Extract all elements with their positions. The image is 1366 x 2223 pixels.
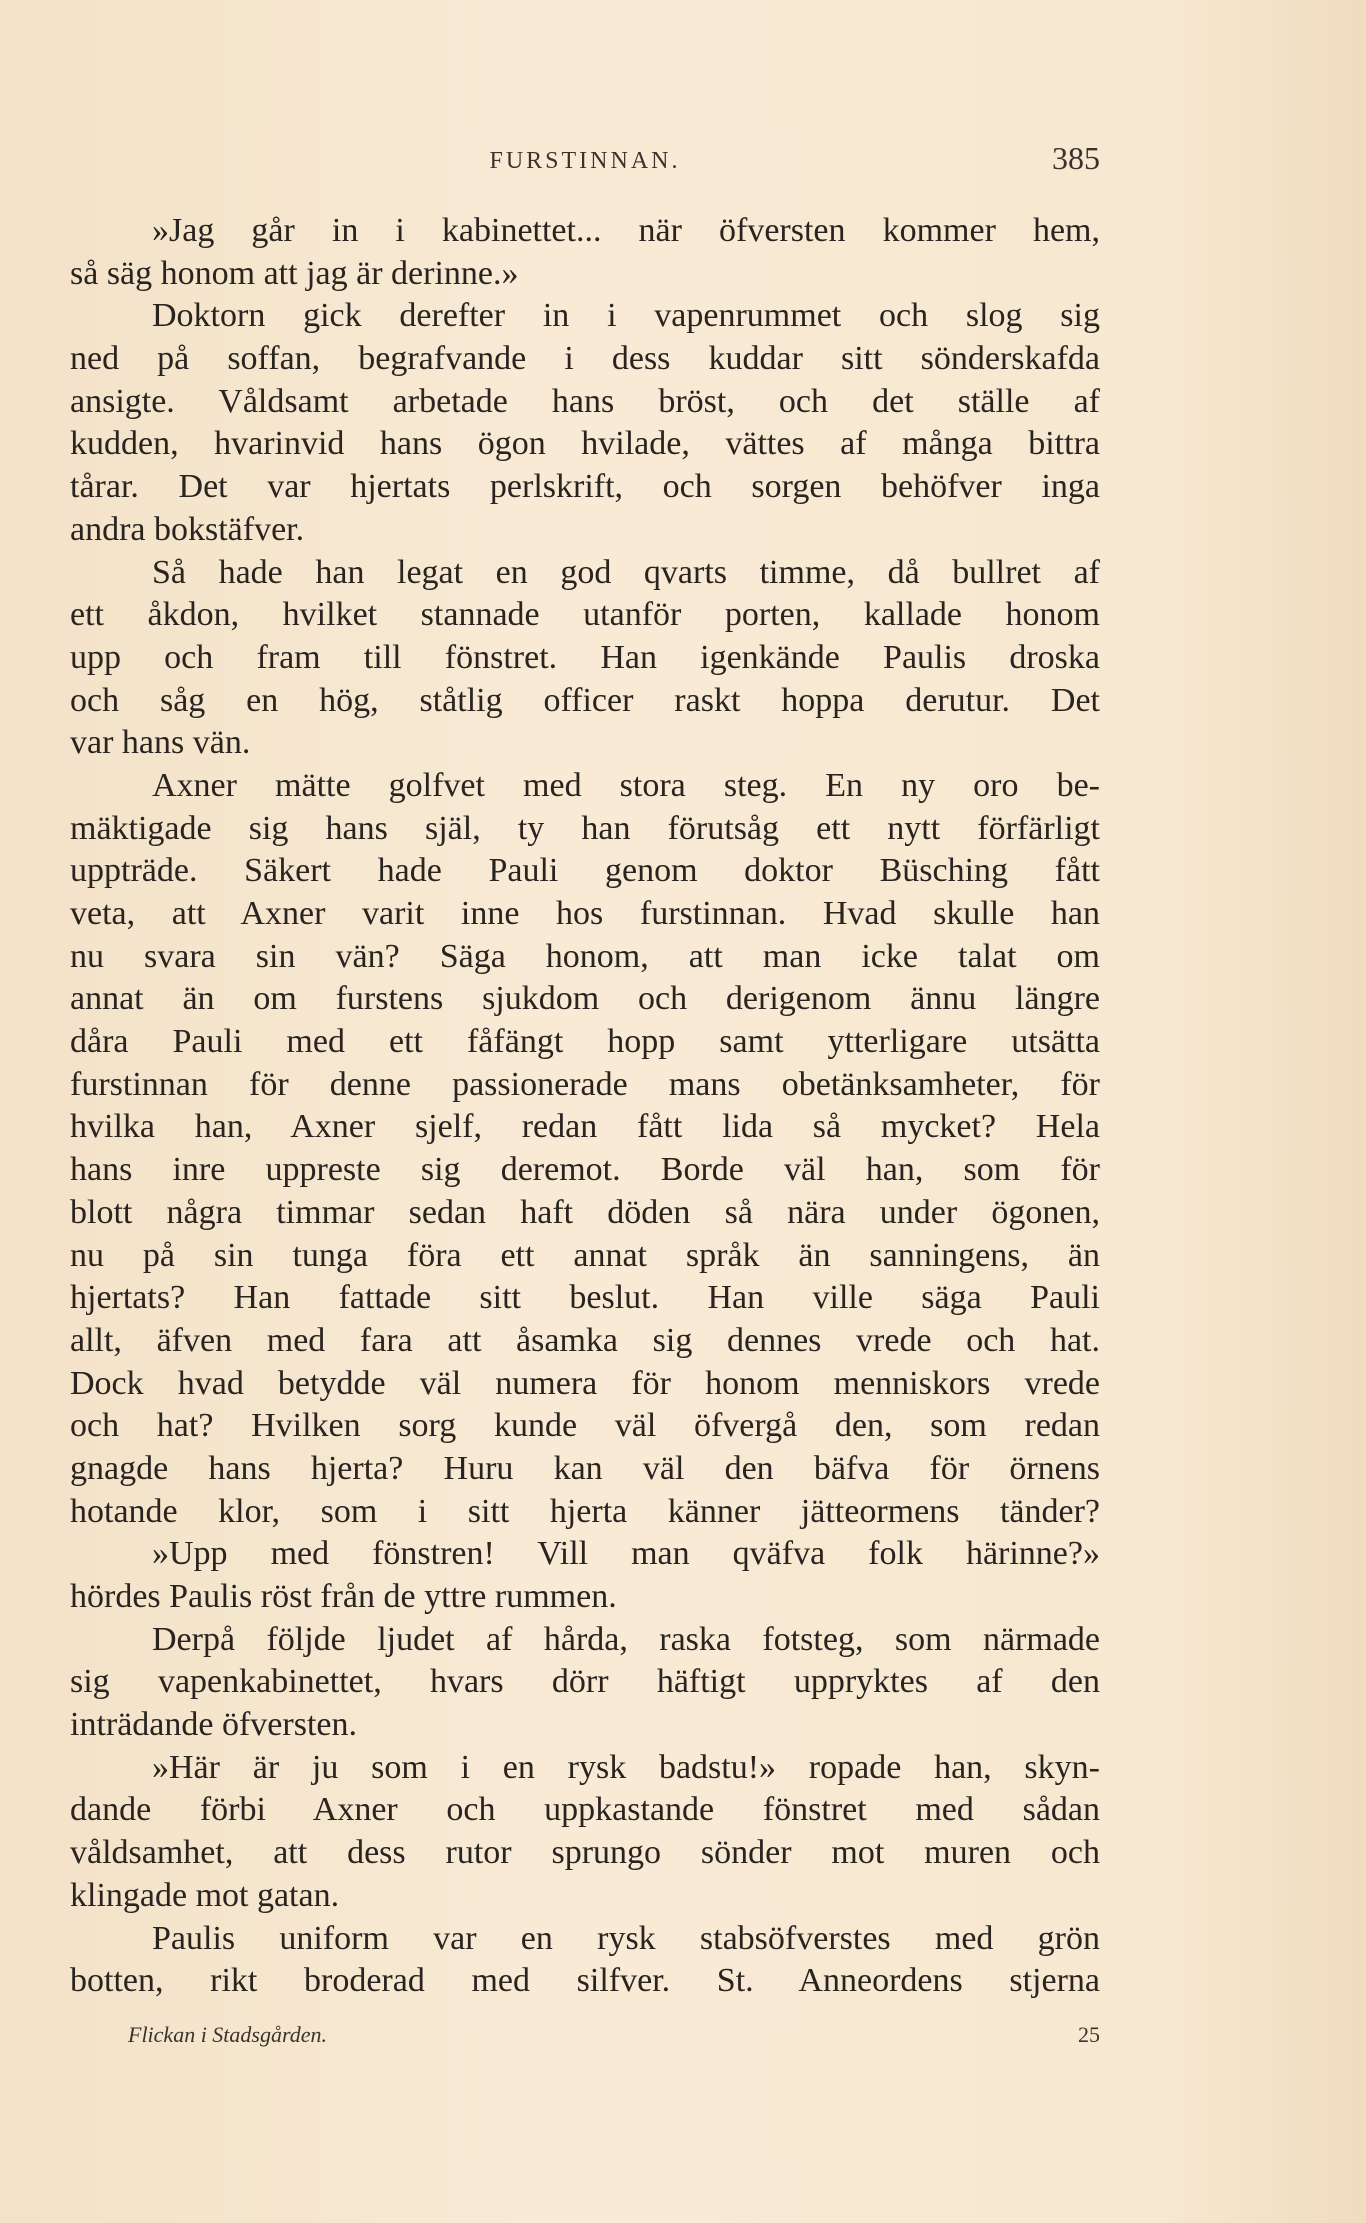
text-line: inträdande öfversten. bbox=[70, 1706, 357, 1744]
text-line: så säg honom att jag är derinne.» bbox=[70, 254, 519, 292]
text-line: allt, äfven med fara att åsamka sig dennes vrede och hat. bbox=[70, 1321, 1100, 1359]
text-line: Doktorn gick derefter in i vapenrummet och slog sig bbox=[152, 297, 1100, 335]
text-line: »Upp med fönstren! Vill man qväfva folk härinne?» bbox=[152, 1535, 1100, 1573]
text-line: dande förbi Axner och uppkastande fönstret med sådan bbox=[70, 1791, 1100, 1829]
text-line: hotande klor, som i sitt hjerta känner jätteormens tänder? bbox=[70, 1492, 1100, 1530]
text-line: hjertats? Han fattade sitt beslut. Han ville säga Pauli bbox=[70, 1279, 1100, 1317]
text-line: klingade mot gatan. bbox=[70, 1876, 340, 1914]
text-line: nu svara sin vän? Säga honom, att man icke talat om bbox=[70, 937, 1100, 975]
text-line: upp och fram till fönstret. Han igenkände Paulis droska bbox=[70, 638, 1100, 676]
text-line: ett åkdon, hvilket stannade utanför porten, kallade honom bbox=[70, 596, 1100, 634]
text-line: var hans vän. bbox=[70, 724, 251, 762]
text-line: gnagde hans hjerta? Huru kan väl den bäfva för örnens bbox=[70, 1449, 1100, 1487]
text-line: Så hade han legat en god qvarts timme, då bullret af bbox=[152, 553, 1100, 591]
text-line: nu på sin tunga föra ett annat språk än sanningens, än bbox=[70, 1236, 1100, 1274]
running-title: FURSTINNAN. bbox=[489, 148, 681, 174]
text-line: kudden, hvarinvid hans ögon hvilade, vättes af många bittra bbox=[70, 425, 1100, 463]
text-line: »Här är ju som i en rysk badstu!» ropade han, skyn- bbox=[152, 1748, 1100, 1786]
text-line: Dock hvad betydde väl numera för honom menniskors vrede bbox=[70, 1364, 1100, 1402]
text-line: hvilka han, Axner sjelf, redan fått lida så mycket? Hela bbox=[70, 1108, 1100, 1146]
text-line: andra bokstäfver. bbox=[70, 510, 305, 548]
text-line: blott några timmar sedan haft döden så nära under ögonen, bbox=[70, 1193, 1100, 1231]
text-line: »Jag går in i kabinettet... när öfversten kommer hem, bbox=[152, 212, 1100, 249]
text-line: ansigte. Våldsamt arbetade hans bröst, och det ställe af bbox=[70, 382, 1100, 420]
signature-mark: 25 bbox=[1078, 2022, 1100, 2047]
text-line: hördes Paulis röst från de yttre rummen. bbox=[70, 1578, 617, 1615]
text-line: annat än om furstens sjukdom och derigenom ännu längre bbox=[70, 980, 1100, 1018]
text-line: hans inre uppreste sig deremot. Borde väl han, som för bbox=[70, 1151, 1100, 1189]
text-line: veta, att Axner varit inne hos furstinnan. Hvad skulle han bbox=[70, 895, 1100, 932]
text-line: sig vapenkabinettet, hvars dörr häftigt uppryktes af den bbox=[70, 1663, 1100, 1701]
footer-book-title: Flickan i Stadsgården. bbox=[128, 2022, 327, 2047]
text-line: furstinnan för denne passionerade mans obetänksamheter, för bbox=[70, 1065, 1100, 1103]
text-line: botten, rikt broderad med silfver. St. Anneordens stjerna bbox=[70, 1962, 1100, 2000]
text-line: ned på soffan, begrafvande i dess kuddar sitt sönderskafda bbox=[70, 340, 1100, 378]
text-line: dåra Pauli med ett fåfängt hopp samt ytterligare utsätta bbox=[70, 1023, 1100, 1061]
text-line: mäktigade sig hans själ, ty han förutsåg ett nytt förfärligt bbox=[70, 809, 1100, 847]
text-line: uppträde. Säkert hade Pauli genom doktor Büsching fått bbox=[70, 852, 1100, 890]
page-number: 385 bbox=[1052, 140, 1100, 176]
text-line: våldsamhet, att dess rutor sprungo sönder mot muren och bbox=[70, 1834, 1100, 1872]
text-line: och såg en hög, ståtlig officer raskt hoppa derutur. Det bbox=[70, 681, 1100, 719]
text-line: tårar. Det var hjertats perlskrift, och sorgen behöfver inga bbox=[70, 468, 1100, 506]
running-head bbox=[70, 140, 1100, 190]
text-line: och hat? Hvilken sorg kunde väl öfvergå den, som redan bbox=[70, 1407, 1100, 1445]
page-footer bbox=[70, 2022, 1100, 2062]
text-line: Axner mätte golfvet med stora steg. En ny oro be- bbox=[152, 766, 1100, 804]
text-line: Derpå följde ljudet af hårda, raska fotsteg, som närmade bbox=[152, 1620, 1100, 1658]
text-line: Paulis uniform var en rysk stabsöfverstes med grön bbox=[152, 1919, 1100, 1957]
body-text bbox=[70, 210, 1100, 2003]
